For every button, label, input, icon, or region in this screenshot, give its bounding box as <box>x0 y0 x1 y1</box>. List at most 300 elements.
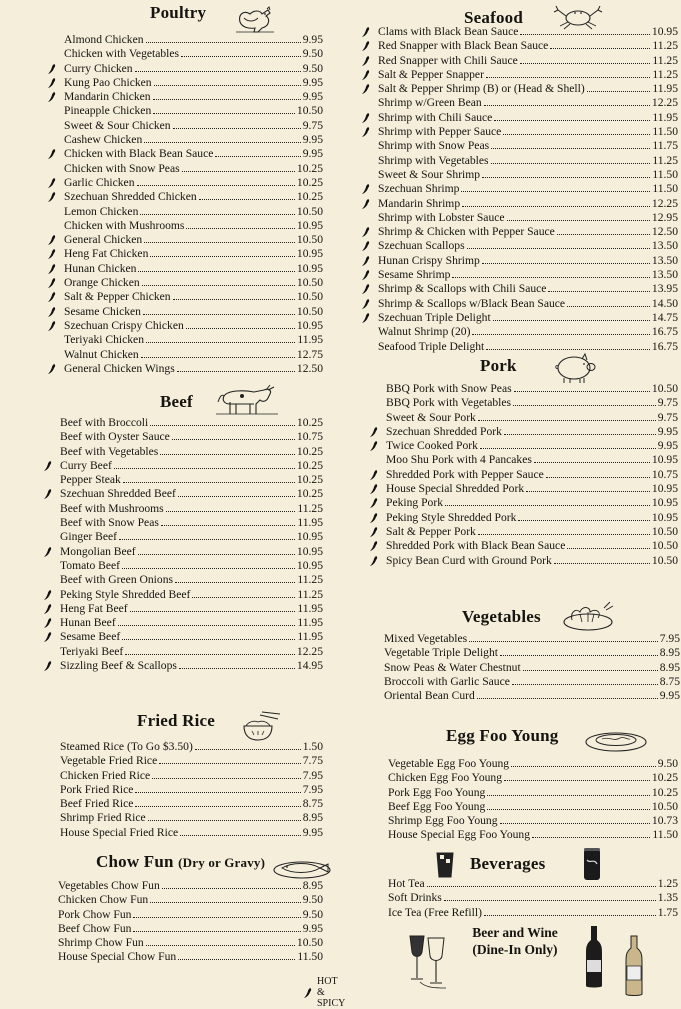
menu-item-name: Beef with Oyster Sauce <box>60 430 170 444</box>
menu-item-price: 10.95 <box>651 510 678 524</box>
dot-leader <box>135 797 300 807</box>
menu-item-price: 13.50 <box>651 253 678 267</box>
dot-leader <box>179 659 295 669</box>
menu-item-name: Shrimp with Chili Sauce <box>378 110 493 124</box>
menu-item <box>60 826 323 840</box>
menu-item <box>378 68 678 82</box>
menu-item <box>58 879 323 893</box>
pig-illustration <box>552 350 598 386</box>
menu-item-name: Sesame Shrimp <box>378 268 451 282</box>
menu-item-name: Clams with Black Bean Sauce <box>378 25 519 38</box>
dot-leader <box>487 786 650 796</box>
chili-pepper-icon <box>369 512 379 524</box>
vegetables-illustration <box>558 600 616 634</box>
dot-leader <box>122 559 295 569</box>
menu-item-name: BBQ Pork with Vegetables <box>386 396 512 410</box>
menu-item-price: 10.50 <box>296 276 323 290</box>
menu-item-name: Shrimp with Lobster Sauce <box>378 210 505 224</box>
chili-pepper-icon <box>369 497 379 509</box>
menu-item-price: 8.95 <box>302 811 323 825</box>
menu-item-name: Red Snapper with Black Bean Sauce <box>378 39 549 53</box>
menu-item-name: Mongolian Beef <box>60 544 136 558</box>
section-title-vegetables: Vegetables <box>462 607 541 626</box>
menu-item-price: 12.50 <box>296 361 323 375</box>
chili-pepper-icon <box>47 277 57 289</box>
menu-item-name: Peking Style Shredded Pork <box>386 510 517 524</box>
section-title-beverages: Beverages <box>470 854 546 873</box>
dot-leader <box>462 197 650 207</box>
dot-leader <box>199 190 295 200</box>
menu-item-name: Moo Shu Pork with 4 Pancakes <box>386 453 532 467</box>
menu-item <box>60 616 323 630</box>
menu-item-name: General Chicken <box>64 233 143 247</box>
dot-leader <box>478 525 650 535</box>
dot-leader <box>500 814 650 824</box>
menu-item-price: 7.75 <box>302 754 323 768</box>
egg-foo-young-list <box>388 757 678 843</box>
dot-leader <box>137 176 295 186</box>
menu-item <box>378 340 678 354</box>
menu-item-price: 11.95 <box>297 630 323 644</box>
dot-leader <box>125 645 295 655</box>
menu-item-price: 11.50 <box>652 125 678 139</box>
menu-item-name: Shrimp Chow Fun <box>58 936 144 950</box>
dot-leader <box>141 348 295 358</box>
dot-leader <box>523 661 658 671</box>
menu-item <box>60 659 323 673</box>
menu-item <box>60 740 323 754</box>
menu-item-price: 9.95 <box>302 825 323 839</box>
dot-leader <box>567 539 650 549</box>
menu-item-name: Curry Chicken <box>64 61 133 75</box>
menu-item-name: Shrimp with Vegetables <box>378 153 489 167</box>
menu-item <box>378 154 678 168</box>
chili-pepper-icon <box>369 483 379 495</box>
menu-item-price: 10.50 <box>296 290 323 304</box>
menu-item-name: Walnut Chicken <box>64 347 139 361</box>
dot-leader <box>514 382 650 392</box>
menu-item-price: 10.50 <box>296 936 323 950</box>
dot-leader <box>133 922 300 932</box>
menu-item-price: 11.95 <box>297 516 323 530</box>
menu-item-price: 16.75 <box>651 325 678 339</box>
dot-leader <box>526 482 650 492</box>
menu-item-name: Vegetable Fried Rice <box>60 754 158 768</box>
menu-item-price: 10.25 <box>651 771 678 785</box>
menu-item-price: 1.35 <box>657 891 678 905</box>
menu-item-price: 9.95 <box>657 424 678 438</box>
dot-leader <box>513 396 656 406</box>
menu-item-name: Shredded Pork with Black Bean Sauce <box>386 539 566 553</box>
menu-item-name: Chicken with Vegetables <box>64 47 180 61</box>
menu-item-name: House Special Fried Rice <box>60 825 179 839</box>
section-title-beef: Beef <box>160 392 193 411</box>
menu-item-name: Twice Cooked Pork <box>386 439 478 453</box>
menu-item-name: Beef with Vegetables <box>60 444 159 458</box>
menu-item-price: 13.50 <box>651 239 678 253</box>
chili-pepper-icon <box>361 298 371 310</box>
menu-item-price: 13.50 <box>651 268 678 282</box>
menu-item <box>64 133 323 147</box>
menu-item-price: 9.50 <box>302 61 323 75</box>
menu-item-price: 8.75 <box>302 797 323 811</box>
dot-leader <box>114 459 295 469</box>
menu-item <box>388 771 678 785</box>
menu-item <box>378 125 678 139</box>
menu-item-name: Salt & Pepper Shrimp (B) or (Head & Shell) <box>378 82 585 96</box>
menu-item <box>64 276 323 290</box>
dot-leader <box>160 445 295 455</box>
chow-fun-list <box>58 879 323 965</box>
menu-item-price: 9.95 <box>302 133 323 147</box>
menu-item-price: 11.50 <box>652 828 678 842</box>
dot-leader <box>554 554 650 564</box>
dot-leader <box>181 47 301 57</box>
menu-item <box>386 468 678 482</box>
rice-bowl-illustration <box>240 710 282 744</box>
menu-item-price: 9.95 <box>659 689 680 703</box>
dot-leader <box>504 425 656 435</box>
section-title-pork: Pork <box>480 356 517 375</box>
menu-item <box>378 82 678 96</box>
chili-pepper-icon <box>361 226 371 238</box>
menu-item-name: Pineapple Chicken <box>64 104 152 118</box>
menu-item <box>378 139 678 153</box>
menu-item-price: 10.25 <box>296 190 323 204</box>
menu-item-name: Ice Tea (Free Refill) <box>388 905 482 919</box>
menu-item-price: 10.25 <box>296 444 323 458</box>
menu-item-price: 10.50 <box>651 799 678 813</box>
chili-pepper-icon <box>43 546 53 558</box>
menu-item-price: 7.95 <box>659 632 680 645</box>
chili-pepper-icon <box>47 148 57 160</box>
menu-item <box>60 416 323 430</box>
menu-item-price: 10.25 <box>296 416 323 429</box>
dot-leader <box>467 239 650 249</box>
menu-item-price: 12.25 <box>296 644 323 658</box>
menu-item-price: 7.95 <box>302 768 323 782</box>
menu-item-name: House Special Shredded Pork <box>386 482 525 496</box>
dot-leader <box>177 362 295 372</box>
menu-item-name: Salt & Pepper Pork <box>386 524 476 538</box>
menu-item-price: 10.95 <box>651 482 678 496</box>
menu-item <box>384 632 680 646</box>
menu-item <box>386 425 678 439</box>
menu-item <box>64 333 323 347</box>
menu-item <box>378 268 678 282</box>
menu-item <box>386 554 678 568</box>
menu-item-price: 9.95 <box>302 921 323 935</box>
dot-leader <box>138 262 294 272</box>
menu-item <box>64 205 323 219</box>
chili-pepper-icon <box>361 255 371 267</box>
menu-item-name: Heng Fat Chicken <box>64 247 149 261</box>
dot-leader <box>173 119 301 129</box>
menu-item-name: Vegetable Triple Delight <box>384 646 498 660</box>
menu-item <box>64 348 323 362</box>
dot-leader <box>546 468 650 478</box>
beer-bottle-illustration-2 <box>624 934 644 998</box>
menu-item <box>64 62 323 76</box>
dot-leader <box>491 139 650 149</box>
menu-item <box>60 754 323 768</box>
wine-glasses-illustration <box>406 932 450 992</box>
dot-leader <box>503 125 650 135</box>
menu-item-price: 10.50 <box>296 104 323 118</box>
chili-pepper-icon <box>47 320 57 332</box>
menu-item <box>60 516 323 530</box>
menu-item-name: Ginger Beef <box>60 530 117 544</box>
menu-item-price: 10.95 <box>296 218 323 232</box>
hot-spicy-label: HOT & SPICY <box>317 976 346 1009</box>
menu-item-name: Hot Tea <box>388 877 425 890</box>
chili-pepper-icon <box>361 69 371 81</box>
menu-item <box>60 545 323 559</box>
dot-leader <box>175 573 295 583</box>
menu-item-name: Shrimp Fried Rice <box>60 811 146 825</box>
chili-pepper-icon <box>47 306 57 318</box>
dot-leader <box>150 893 301 903</box>
menu-item-name: Sweet & Sour Chicken <box>64 118 171 132</box>
dot-leader <box>180 826 301 836</box>
menu-item-price: 10.50 <box>651 539 678 553</box>
menu-item-price: 9.95 <box>302 33 323 46</box>
chili-pepper-icon <box>361 240 371 252</box>
dot-leader <box>480 439 656 449</box>
menu-item-name: General Chicken Wings <box>64 361 175 375</box>
menu-item <box>60 645 323 659</box>
dot-leader <box>512 675 658 685</box>
tea-glass-illustration <box>434 850 456 880</box>
menu-item-name: Broccoli with Garlic Sauce <box>384 674 510 688</box>
dot-leader <box>138 545 295 555</box>
dot-leader <box>500 646 658 656</box>
dot-leader <box>135 62 301 72</box>
dot-leader <box>146 936 295 946</box>
section-title-chow-fun <box>96 852 265 872</box>
dot-leader <box>469 632 658 642</box>
menu-item-price: 10.25 <box>296 487 323 501</box>
menu-item-name: Chicken with Mushrooms <box>64 218 185 232</box>
menu-item-price: 10.50 <box>296 304 323 318</box>
menu-item <box>384 675 680 689</box>
chili-pepper-icon <box>47 248 57 260</box>
menu-item <box>64 219 323 233</box>
chicken-illustration <box>234 4 278 36</box>
chili-pepper-icon <box>43 631 53 643</box>
ox-illustration <box>214 382 280 418</box>
chili-pepper-icon <box>361 40 371 52</box>
menu-item <box>378 197 678 211</box>
menu-item-price: 7.95 <box>302 782 323 796</box>
menu-item-price: 11.50 <box>297 950 323 964</box>
menu-item-price: 14.50 <box>651 296 678 310</box>
menu-item-price: 10.75 <box>296 430 323 444</box>
dot-leader <box>486 68 650 78</box>
dot-leader <box>482 254 650 264</box>
dot-leader <box>461 182 650 192</box>
menu-item <box>60 473 323 487</box>
menu-item-name: Szechuan Shredded Beef <box>60 487 176 501</box>
dot-leader <box>133 908 300 918</box>
chili-pepper-icon <box>47 291 57 303</box>
chili-pepper-icon <box>361 112 371 124</box>
menu-item <box>64 47 323 61</box>
chili-pepper-icon <box>303 987 313 999</box>
menu-item <box>64 119 323 133</box>
dot-leader <box>142 276 295 286</box>
menu-item <box>388 891 678 905</box>
menu-item-price: 11.95 <box>297 616 323 630</box>
menu-item-name: Cashew Chicken <box>64 133 143 147</box>
hot-spicy-legend <box>303 976 345 1009</box>
menu-item-price: 10.50 <box>296 233 323 247</box>
menu-item-name: Szechuan Shredded Chicken <box>64 190 197 204</box>
menu-item-name: Szechuan Shredded Pork <box>386 424 502 438</box>
menu-item-name: House Special Chow Fun <box>58 950 177 964</box>
menu-item-name: Mandarin Chicken <box>64 90 151 104</box>
dot-leader <box>153 104 295 114</box>
dot-leader <box>548 282 649 292</box>
menu-item-name: Chicken Fried Rice <box>60 768 151 782</box>
menu-item-price: 9.75 <box>657 396 678 410</box>
menu-item-name: Curry Beef <box>60 458 112 472</box>
dot-leader <box>154 76 301 86</box>
vegetables-list <box>384 632 680 703</box>
chili-pepper-icon <box>47 263 57 275</box>
menu-item-name: Szechuan Triple Delight <box>378 310 491 324</box>
menu-item-name: Soft Drinks <box>388 891 442 905</box>
menu-item-name: Chicken Chow Fun <box>58 893 149 907</box>
menu-item <box>384 661 680 675</box>
menu-item <box>58 936 323 950</box>
menu-item <box>386 439 678 453</box>
chili-pepper-icon <box>43 660 53 672</box>
chow-fun-title: Chow Fun <box>96 852 174 871</box>
menu-item-price: 9.95 <box>302 90 323 104</box>
menu-item-price: 11.75 <box>652 139 678 153</box>
menu-item <box>64 290 323 304</box>
menu-item-name: Szechuan Crispy Chicken <box>64 318 184 332</box>
chili-pepper-icon <box>43 617 53 629</box>
menu-item-name: Shrimp & Scallops w/Black Bean Sauce <box>378 296 566 310</box>
omelet-plate-illustration <box>584 728 648 754</box>
menu-item-price: 11.25 <box>297 587 323 601</box>
menu-item <box>386 539 678 553</box>
menu-item <box>64 33 323 47</box>
menu-item-price: 12.25 <box>651 96 678 110</box>
menu-item <box>60 602 323 616</box>
chili-pepper-icon <box>361 55 371 67</box>
chili-pepper-icon <box>361 312 371 324</box>
dot-leader <box>144 233 295 243</box>
menu-item <box>378 111 678 125</box>
menu-item-name: Beef Chow Fun <box>58 921 132 935</box>
menu-item-price: 11.25 <box>652 153 678 167</box>
menu-item-name: Shrimp with Pepper Sauce <box>378 125 502 139</box>
chili-pepper-icon <box>361 269 371 281</box>
dot-leader <box>122 630 295 640</box>
chili-pepper-icon <box>369 555 379 567</box>
menu-item-name: Chicken with Black Bean Sauce <box>64 147 214 161</box>
menu-item <box>378 211 678 225</box>
dot-leader <box>494 111 650 121</box>
dot-leader <box>172 430 295 440</box>
menu-item-name: Szechuan Scallops <box>378 239 465 253</box>
menu-item-price: 11.95 <box>652 110 678 124</box>
menu-item <box>378 282 678 296</box>
menu-item <box>58 908 323 922</box>
menu-item-price: 10.95 <box>651 496 678 510</box>
menu-item-price: 8.95 <box>659 646 680 660</box>
dot-leader <box>162 879 301 889</box>
menu-item-price: 9.95 <box>657 439 678 453</box>
menu-item-price: 12.50 <box>651 225 678 239</box>
menu-item-price: 10.25 <box>296 458 323 472</box>
pork-list <box>386 382 678 568</box>
dot-leader <box>166 502 296 512</box>
menu-item-name: Sesame Chicken <box>64 304 141 318</box>
menu-item-price: 1.75 <box>657 905 678 919</box>
menu-item-name: Beef Fried Rice <box>60 797 134 811</box>
menu-item <box>64 104 323 118</box>
menu-item-name: Sweet & Sour Shrimp <box>378 167 481 181</box>
beer-bottle-illustration <box>584 924 604 990</box>
menu-item-name: Peking Style Shredded Beef <box>60 587 191 601</box>
menu-item <box>378 325 678 339</box>
menu-item <box>64 319 323 333</box>
dot-leader <box>135 783 300 793</box>
menu-item-price: 11.25 <box>652 53 678 67</box>
menu-item <box>60 783 323 797</box>
menu-item <box>64 90 323 104</box>
menu-item-name: Vegetable Egg Foo Young <box>388 757 510 770</box>
menu-item-name: Beef Egg Foo Young <box>388 799 486 813</box>
menu-item-name: Beef with Mushrooms <box>60 501 164 515</box>
chili-pepper-icon <box>43 460 53 472</box>
menu-item-name: Mixed Vegetables <box>384 632 468 645</box>
menu-item-name: Sesame Beef <box>60 630 121 644</box>
beer-wine-line2: (Dine-In Only) <box>472 942 558 957</box>
menu-item-name: Kung Pao Chicken <box>64 75 152 89</box>
menu-item-price: 11.95 <box>297 601 323 615</box>
dot-leader <box>550 39 650 49</box>
menu-item-price: 16.75 <box>651 339 678 353</box>
menu-item-price: 10.50 <box>296 204 323 218</box>
menu-item-price: 1.25 <box>657 877 678 890</box>
menu-item-name: Shredded Pork with Pepper Sauce <box>386 467 544 481</box>
dot-leader <box>482 168 650 178</box>
chow-fun-subtitle: (Dry or Gravy) <box>178 855 266 870</box>
menu-item-price: 8.75 <box>659 674 680 688</box>
chili-pepper-icon <box>361 183 371 195</box>
beverages-list <box>388 877 678 920</box>
chili-pepper-icon <box>47 63 57 75</box>
dot-leader <box>123 473 295 483</box>
dot-leader <box>186 319 295 329</box>
menu-item-name: Szechuan Shrimp <box>378 182 460 196</box>
dot-leader <box>159 754 300 764</box>
menu-item <box>378 39 678 53</box>
dot-leader <box>487 800 650 810</box>
menu-item-name: Pork Fried Rice <box>60 782 134 796</box>
menu-item <box>64 147 323 161</box>
dot-leader <box>150 416 295 426</box>
menu-item <box>60 445 323 459</box>
dot-leader <box>477 689 658 699</box>
dot-leader <box>534 453 650 463</box>
menu-item-price: 10.95 <box>296 247 323 261</box>
